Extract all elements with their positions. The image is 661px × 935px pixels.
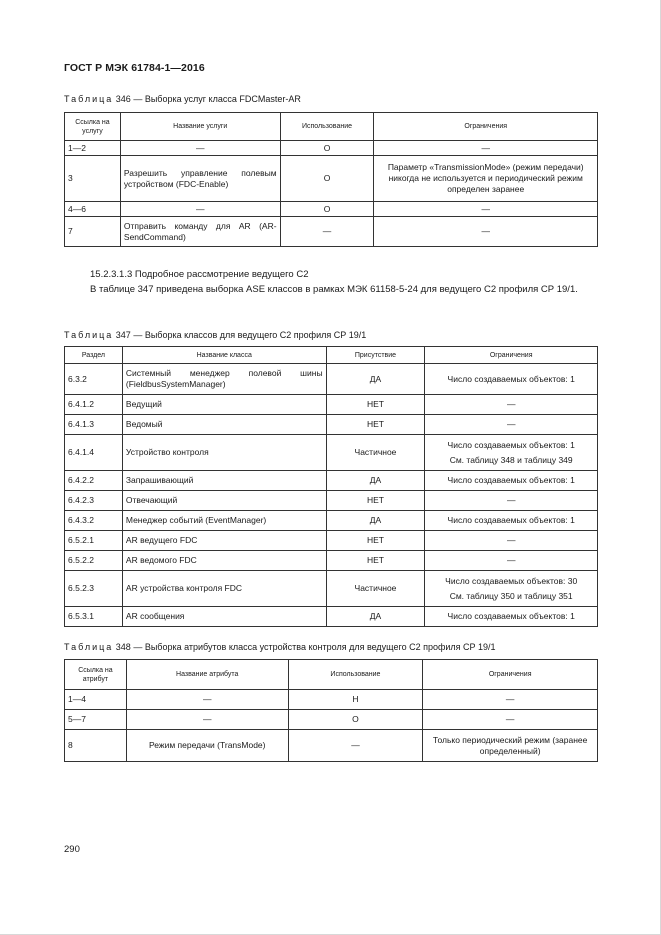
- cell-limits: [425, 531, 598, 551]
- cell-name: —: [120, 141, 280, 156]
- table-347: [64, 346, 598, 627]
- cell-ref: 7: [65, 217, 121, 247]
- cell-class: AR устройства контроля FDC: [122, 571, 326, 607]
- cell-limits: —: [423, 710, 598, 730]
- cell-class: Отвечающий: [122, 491, 326, 511]
- cell-ref: 5—7: [65, 710, 127, 730]
- table-row: [65, 571, 598, 607]
- cell-presence: НЕТ: [326, 415, 425, 435]
- cell-section: 6.3.2: [65, 364, 123, 395]
- table-347-caption: [64, 330, 366, 340]
- cell-limits: [425, 471, 598, 491]
- limit-line: См. таблицу 348 и таблицу 349: [449, 454, 573, 465]
- column-header: Использование: [288, 660, 423, 690]
- cell-presence: Частичное: [326, 571, 425, 607]
- cell-section: 6.4.2.3: [65, 491, 123, 511]
- column-header: Использование: [280, 113, 374, 141]
- cell-class: AR ведущего FDC: [122, 531, 326, 551]
- caption-label: Таблица: [64, 94, 114, 104]
- caption-label: Таблица: [64, 330, 114, 340]
- cell-class: Ведомый: [122, 415, 326, 435]
- cell-section: 6.5.2.2: [65, 551, 123, 571]
- cell-presence: НЕТ: [326, 395, 425, 415]
- limit-line: —: [506, 535, 516, 545]
- cell-ref: 3: [65, 156, 121, 202]
- cell-section: 6.5.2.3: [65, 571, 123, 607]
- cell-limits: [425, 571, 598, 607]
- column-header: Раздел: [65, 347, 123, 364]
- cell-limits: —: [374, 202, 598, 217]
- limit-line: Число создаваемых объектов: 1: [447, 515, 575, 525]
- table-row: [65, 156, 598, 202]
- table-row: [65, 141, 598, 156]
- page-number: 290: [64, 844, 80, 855]
- column-header: Ссылка на атрибут: [65, 660, 127, 690]
- cell-presence: НЕТ: [326, 491, 425, 511]
- cell-presence: ДА: [326, 607, 425, 627]
- limit-line: Число создаваемых объектов: 30: [445, 575, 578, 586]
- cell-name: Разрешить управление полевым устройством (FDC-Enable): [120, 156, 280, 202]
- limit-line: —: [506, 399, 516, 409]
- cell-limits: Только периодический режим (заранее определенный): [423, 730, 598, 762]
- table-row: [65, 511, 598, 531]
- caption-label: Таблица: [64, 642, 114, 652]
- table-row: [65, 531, 598, 551]
- table-row: [65, 551, 598, 571]
- table-346-caption: [64, 94, 301, 104]
- cell-usage: —: [288, 730, 423, 762]
- cell-limits: [425, 415, 598, 435]
- cell-limits: [425, 395, 598, 415]
- table-row: [65, 607, 598, 627]
- cell-name: —: [126, 710, 288, 730]
- cell-section: 6.4.3.2: [65, 511, 123, 531]
- table-346: [64, 112, 598, 247]
- column-header: Ограничения: [374, 113, 598, 141]
- limit-line: Число создаваемых объектов: 1: [447, 475, 575, 485]
- cell-section: 6.5.3.1: [65, 607, 123, 627]
- cell-section: 6.5.2.1: [65, 531, 123, 551]
- table-348-caption: [64, 642, 496, 652]
- table-header-row: [65, 113, 598, 141]
- limit-line: Число создаваемых объектов: 1: [447, 439, 575, 450]
- table-row: [65, 690, 598, 710]
- limit-line: —: [506, 419, 516, 429]
- column-header: Название класса: [122, 347, 326, 364]
- document-header: ГОСТ Р МЭК 61784-1—2016: [64, 62, 205, 74]
- cell-limits: Параметр «TransmissionMode» (режим передачи) никогда не используется и периодический режим определен заранее: [374, 156, 598, 202]
- column-header: Ссылка на услугу: [65, 113, 121, 141]
- section-paragraph: В таблице 347 приведена выборка ASE классов в рамках МЭК 61158-5-24 для ведущего С2 профиля СР 19/1.: [90, 284, 578, 295]
- table-row: [65, 471, 598, 491]
- table-row: [65, 364, 598, 395]
- cell-class: AR сообщения: [122, 607, 326, 627]
- cell-class: Ведущий: [122, 395, 326, 415]
- caption-text: 347 — Выборка классов для ведущего С2 профиля СР 19/1: [113, 330, 367, 340]
- cell-limits: [425, 435, 598, 471]
- table-row: [65, 710, 598, 730]
- cell-limits: —: [374, 217, 598, 247]
- limit-line: Число создаваемых объектов: 1: [447, 373, 575, 384]
- limit-line: —: [506, 495, 516, 505]
- table-header-row: [65, 347, 598, 364]
- limit-line: См. таблицу 350 и таблицу 351: [449, 590, 573, 601]
- cell-class: Устройство контроля: [122, 435, 326, 471]
- cell-limits: [425, 551, 598, 571]
- cell-class: Системный менеджер полевой шины (FieldbusSystemManager): [122, 364, 326, 395]
- cell-name: —: [120, 202, 280, 217]
- cell-presence: ДА: [326, 364, 425, 395]
- caption-text: 346 — Выборка услуг класса FDCMaster-AR: [113, 94, 301, 104]
- cell-ref: 1—4: [65, 690, 127, 710]
- column-header: Название услуги: [120, 113, 280, 141]
- limit-line: —: [506, 555, 516, 565]
- table-row: [65, 202, 598, 217]
- cell-limits: [425, 491, 598, 511]
- cell-name: —: [126, 690, 288, 710]
- table-row: [65, 491, 598, 511]
- caption-text: 348 — Выборка атрибутов класса устройства контроля для ведущего С2 профиля СР 19/1: [113, 642, 496, 652]
- cell-presence: ДА: [326, 511, 425, 531]
- cell-ref: 8: [65, 730, 127, 762]
- cell-limits: —: [423, 690, 598, 710]
- cell-class: AR ведомого FDC: [122, 551, 326, 571]
- cell-limits: —: [374, 141, 598, 156]
- cell-section: 6.4.1.4: [65, 435, 123, 471]
- cell-limits: [425, 607, 598, 627]
- table-row: [65, 730, 598, 762]
- cell-name: Режим передачи (TransMode): [126, 730, 288, 762]
- cell-presence: Частичное: [326, 435, 425, 471]
- cell-usage: —: [280, 217, 374, 247]
- table-row: [65, 217, 598, 247]
- cell-presence: НЕТ: [326, 531, 425, 551]
- cell-ref: 4—6: [65, 202, 121, 217]
- cell-section: 6.4.1.3: [65, 415, 123, 435]
- limit-line: Число создаваемых объектов: 1: [447, 611, 575, 621]
- cell-usage: O: [288, 710, 423, 730]
- table-row: [65, 435, 598, 471]
- cell-ref: 1—2: [65, 141, 121, 156]
- cell-presence: ДА: [326, 471, 425, 491]
- cell-presence: НЕТ: [326, 551, 425, 571]
- table-header-row: [65, 660, 598, 690]
- cell-class: Менеджер событий (EventManager): [122, 511, 326, 531]
- cell-usage: O: [280, 141, 374, 156]
- cell-usage: O: [280, 202, 374, 217]
- cell-usage: O: [280, 156, 374, 202]
- column-header: Ограничения: [423, 660, 598, 690]
- cell-usage: H: [288, 690, 423, 710]
- table-row: [65, 415, 598, 435]
- table-348: [64, 659, 598, 762]
- column-header: Присутствие: [326, 347, 425, 364]
- table-row: [65, 395, 598, 415]
- cell-limits: [425, 364, 598, 395]
- cell-section: 6.4.1.2: [65, 395, 123, 415]
- cell-class: Запрашивающий: [122, 471, 326, 491]
- section-heading: 15.2.3.1.3 Подробное рассмотрение ведущего С2: [90, 269, 309, 280]
- column-header: Название атрибута: [126, 660, 288, 690]
- cell-limits: [425, 511, 598, 531]
- cell-section: 6.4.2.2: [65, 471, 123, 491]
- cell-name: Отправить команду для AR (AR-SendCommand): [120, 217, 280, 247]
- column-header: Ограничения: [425, 347, 598, 364]
